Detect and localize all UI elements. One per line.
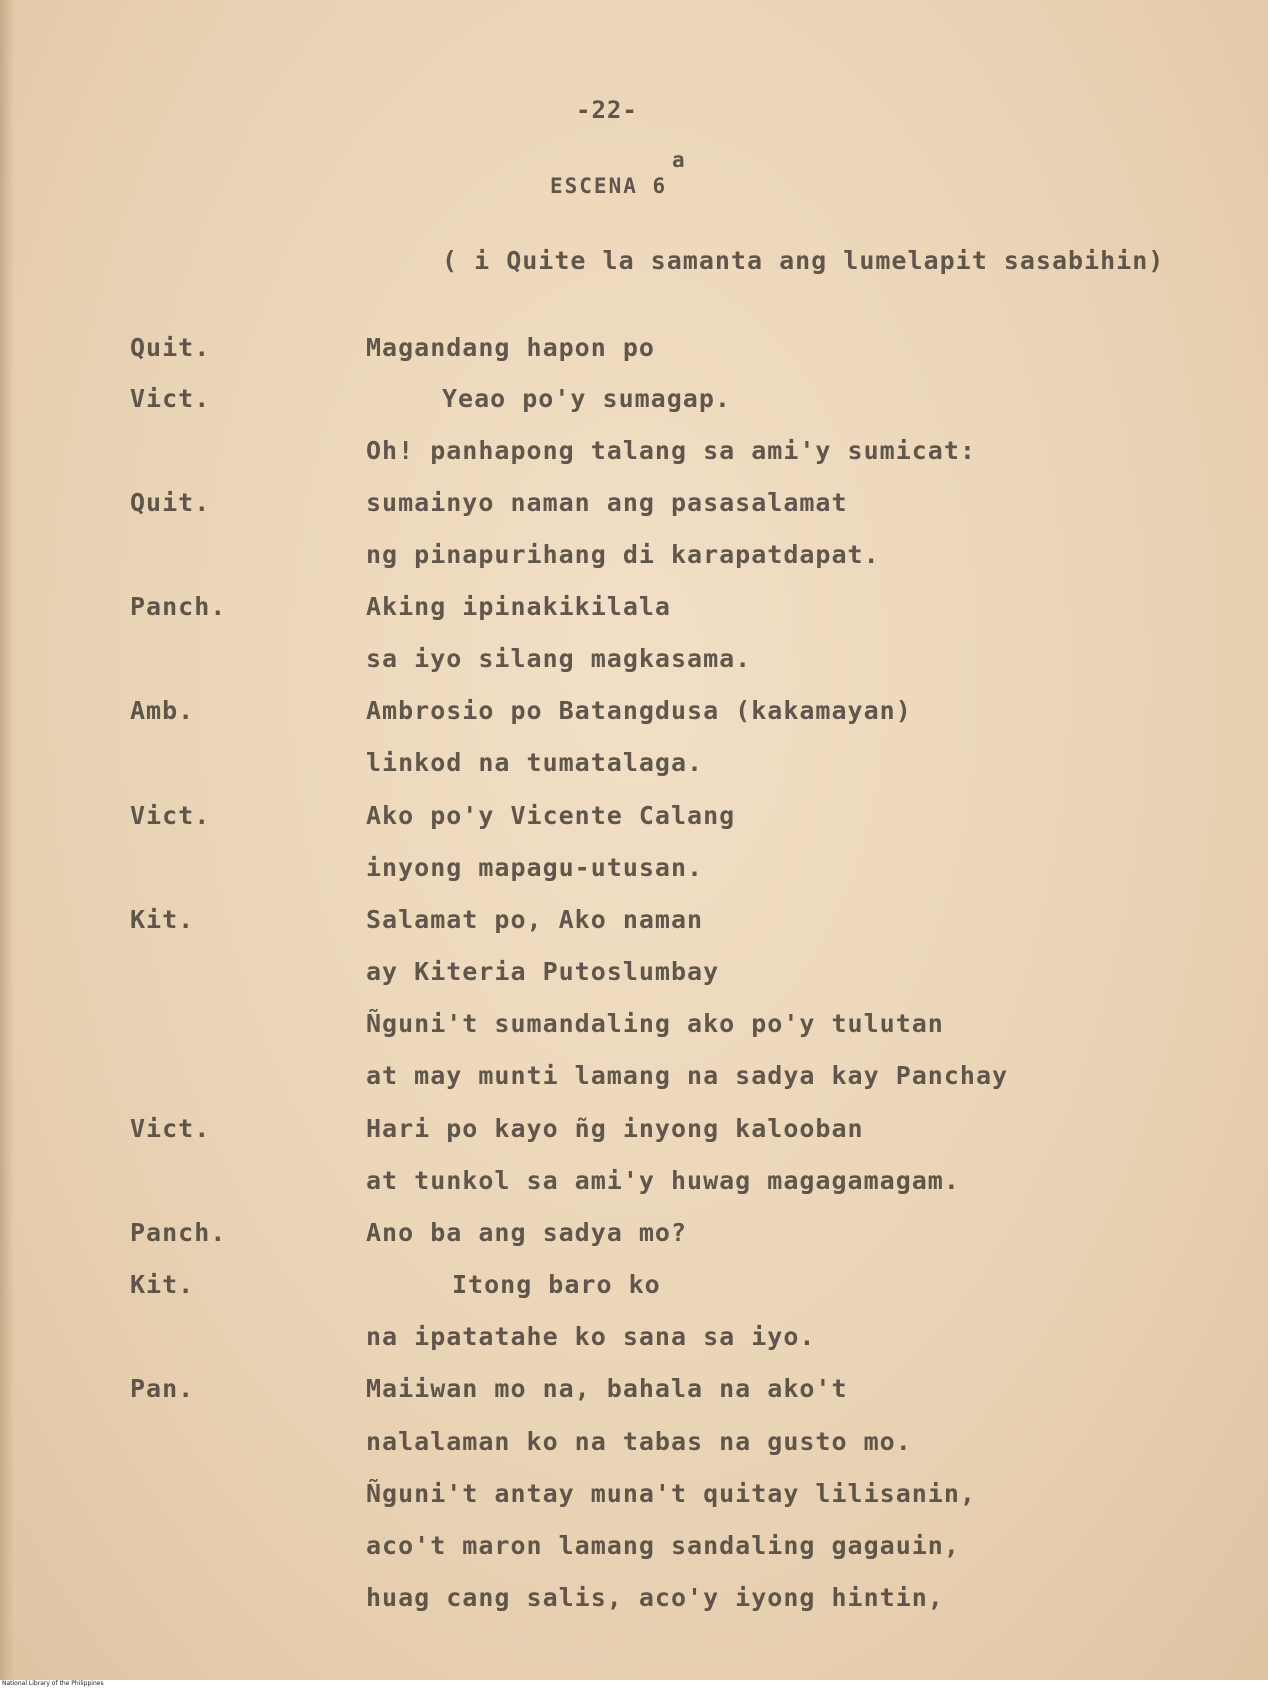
dialogue-line: sa iyo silang magkasama. <box>366 644 752 673</box>
dialogue-line: Oh! panhapong talang sa ami'y sumicat: <box>366 436 976 465</box>
dialogue-line: Itong baro ko <box>452 1270 661 1299</box>
speaker-label: Vict. <box>130 1114 211 1143</box>
speaker-label: Kit. <box>130 1270 195 1299</box>
speaker-label: Panch. <box>130 592 227 621</box>
dialogue-line: at may munti lamang na sadya kay Panchay <box>366 1061 1009 1090</box>
dialogue-line: Ano ba ang sadya mo? <box>366 1218 688 1247</box>
speaker-label: Amb. <box>130 696 195 725</box>
dialogue-line: at tunkol sa ami'y huwag magagamagam. <box>366 1166 960 1195</box>
dialogue-line: Salamat po, Ako naman <box>366 905 704 934</box>
dialogue-line: sumainyo naman ang pasasalamat <box>366 488 848 517</box>
page-edge-shadow <box>0 0 14 1680</box>
footer-strip <box>0 1680 1268 1688</box>
dialogue-line: huag cang salis, aco'y iyong hintin, <box>366 1583 944 1612</box>
dialogue-line: Ambrosio po Batangdusa (kakamayan) <box>366 696 912 725</box>
stage-direction: ( i Quite la samanta ang lumelapit sasabihin) <box>442 246 1165 275</box>
dialogue-line: na ipatatahe ko sana sa iyo. <box>366 1322 816 1351</box>
speaker-label: Kit. <box>130 905 195 934</box>
scene-title: ESCENA 6 <box>550 174 668 198</box>
dialogue-line: ng pinapurihang di karapatdapat. <box>366 540 880 569</box>
speaker-label: Vict. <box>130 384 211 413</box>
dialogue-line: Ako po'y Vicente Calang <box>366 801 736 830</box>
dialogue-line: aco't maron lamang sandaling gagauin, <box>366 1531 960 1560</box>
library-credit: National Library of the Philippines <box>2 1680 104 1687</box>
dialogue-line: Ñguni't antay muna't quitay lilisanin, <box>366 1479 976 1508</box>
dialogue-line: nalalaman ko na tabas na gusto mo. <box>366 1427 912 1456</box>
speaker-label: Panch. <box>130 1218 227 1247</box>
dialogue-line: ay Kiteria Putoslumbay <box>366 957 720 986</box>
dialogue-line: Hari po kayo ñg inyong kalooban <box>366 1114 864 1143</box>
dialogue-line: linkod na tumatalaga. <box>366 748 704 777</box>
page-number: -22- <box>576 96 638 124</box>
speaker-label: Vict. <box>130 801 211 830</box>
speaker-label: Pan. <box>130 1374 195 1403</box>
speaker-label: Quit. <box>130 488 211 517</box>
dialogue-line: inyong mapagu-utusan. <box>366 853 704 882</box>
dialogue-line: Yeao po'y sumagap. <box>442 384 731 413</box>
speaker-label: Quit. <box>130 333 211 362</box>
dialogue-line: Aking ipinakikilala <box>366 592 671 621</box>
scene-ordinal-superscript: a <box>672 148 686 172</box>
dialogue-line: Ñguni't sumandaling ako po'y tulutan <box>366 1009 944 1038</box>
dialogue-line: Magandang hapon po <box>366 333 655 362</box>
dialogue-line: Maiiwan mo na, bahala na ako't <box>366 1374 848 1403</box>
